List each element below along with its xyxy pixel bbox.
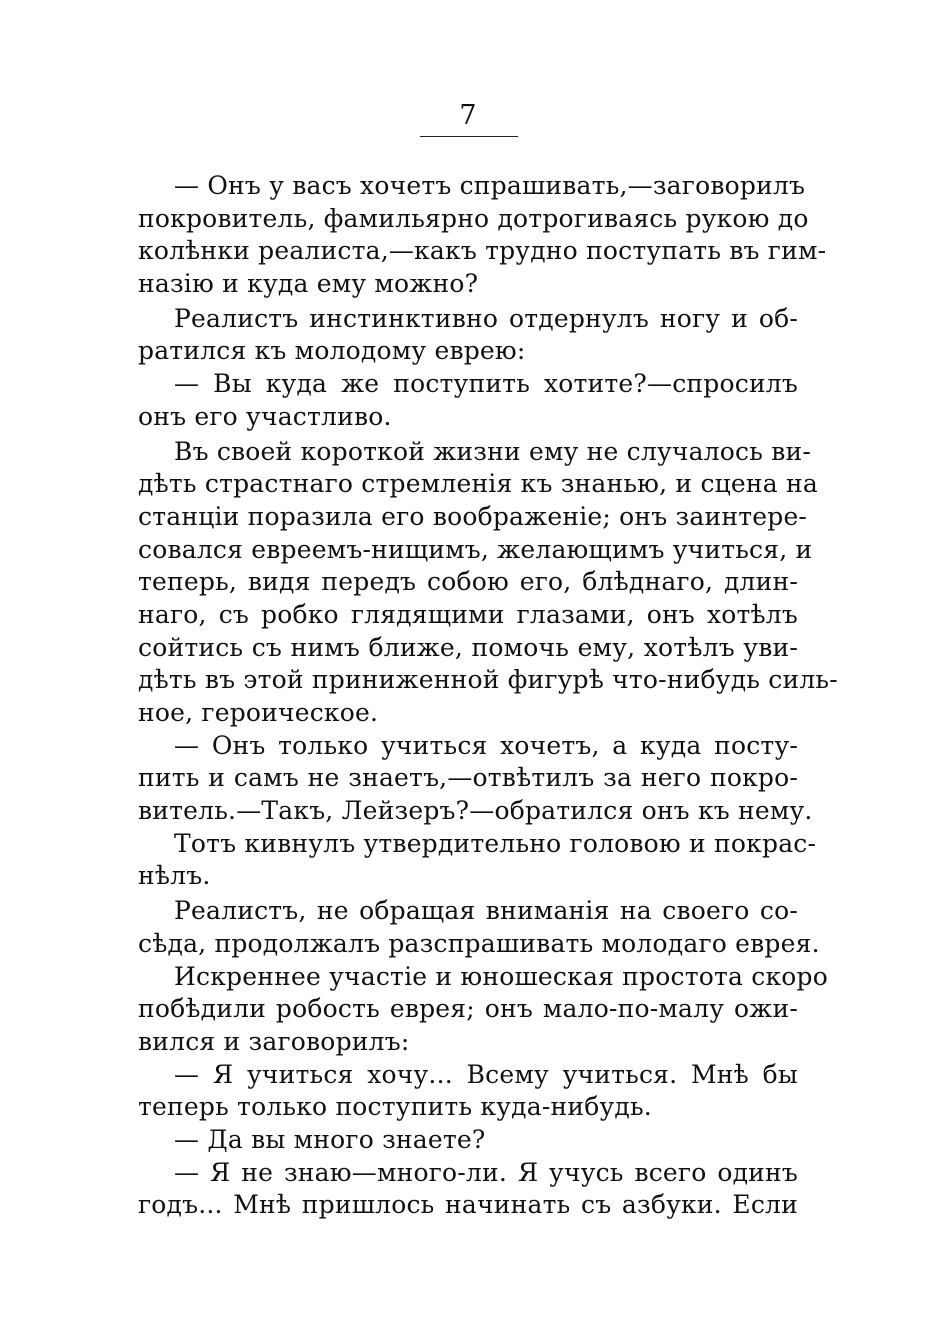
header-rule [420, 136, 518, 137]
text-line: Реалистъ инстинктивно отдернулъ ногу и об- [174, 303, 798, 333]
text-line: побѣдили робость еврея; онъ мало-по-малу ожи- [138, 994, 798, 1024]
text-line: годъ... Мнѣ пришлось начинать съ азбуки. Если [138, 1190, 798, 1220]
text-line: сойтись съ нимъ ближе, помочь ему, хотѣлъ уви- [138, 632, 798, 662]
text-line: станціи поразила его воображеніе; онъ заинтере- [138, 501, 808, 531]
text-line: — Онъ только учиться хочетъ, а куда посту- [174, 730, 798, 760]
text-line: онъ его участливо. [138, 401, 392, 431]
text-line: — Да вы много знаете? [174, 1124, 486, 1154]
text-line: колѣнки реалиста,—какъ трудно поступать въ гим- [138, 236, 827, 266]
text-line: Тотъ кивнулъ утвердительно головою и покрас- [174, 828, 817, 858]
text-line: дѣть страстнаго стремленія къ знанью, и сцена на [138, 469, 818, 499]
text-line: ратился къ молодому еврею: [138, 336, 526, 366]
text-line: — Я учиться хочу... Всему учиться. Мнѣ бы [174, 1059, 798, 1089]
text-line: — Онъ у васъ хочетъ спрашивать,—заговорилъ [174, 171, 806, 200]
text-line: дѣть въ этой приниженной фигурѣ что-нибудь силь- [138, 665, 838, 695]
text-line: теперь только поступить куда-нибудь. [138, 1092, 652, 1122]
text-line: покровитель, фамильярно дотрогиваясь рукою до [138, 203, 809, 233]
text-line: — Вы куда же поступить хотите?—спросилъ [174, 369, 798, 399]
text-line: совался евреемъ-нищимъ, желающимъ учиться, и [138, 534, 813, 564]
text-line: — Я не знаю—много-ли. Я учусь всего одинъ [174, 1157, 798, 1187]
text-line: нѣлъ. [138, 861, 211, 891]
text-line: назію и куда ему можно? [138, 269, 479, 299]
text-line: Въ своей короткой жизни ему не случалось ви- [174, 436, 811, 466]
body-text [138, 170, 838, 1222]
text-line: ное, героическое. [138, 698, 379, 727]
text-line: теперь, видя передъ собою его, блѣднаго, длин- [138, 567, 798, 597]
page-number: 7 [459, 100, 477, 131]
text-line: витель.—Такъ, Лейзеръ?—обратился онъ къ нему. [138, 796, 813, 826]
text-line: наго, съ робко глядящими глазами, онъ хотѣлъ [138, 599, 798, 629]
text-line: пить и самъ не знаетъ,—отвѣтилъ за него покро- [138, 763, 798, 793]
text-line: сѣда, продолжалъ разспрашивать молодаго еврея. [138, 928, 820, 958]
text-line: вился и заговорилъ: [138, 1026, 410, 1056]
text-line: Искреннее участіе и юношеская простота скоро [174, 961, 828, 991]
text-line: Реалистъ, не обращая вниманія на своего со- [174, 896, 798, 926]
